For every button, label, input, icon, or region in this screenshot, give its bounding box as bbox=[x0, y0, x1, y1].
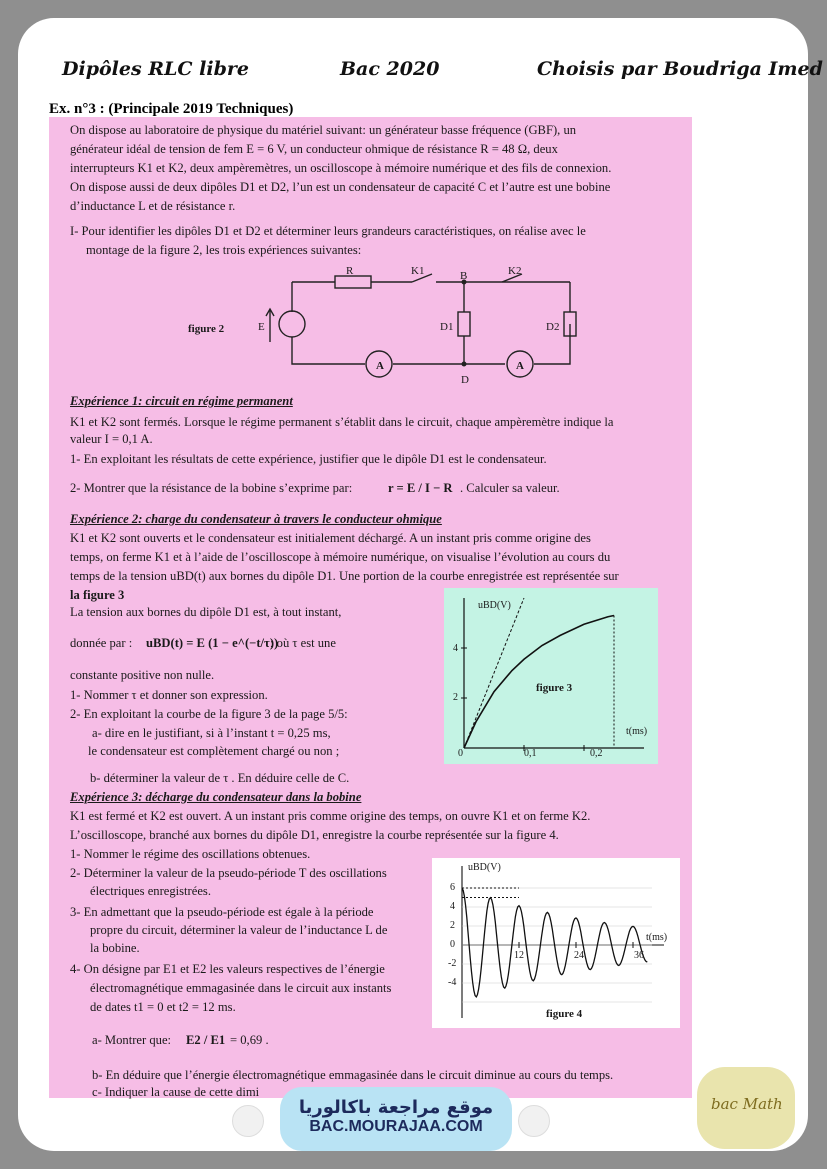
footer-arabic: موقع مراجعة باكالوريا bbox=[298, 1097, 494, 1118]
figure4-chart bbox=[432, 858, 680, 1028]
tangent-line bbox=[464, 598, 524, 748]
exp2-q2a-2: le condensateur est complètement chargé ou non ; bbox=[88, 744, 340, 758]
fig4-ytick: -2 bbox=[448, 958, 457, 969]
fig4-label: figure 4 bbox=[546, 1008, 583, 1020]
exp1-q2-end: . Calculer sa valeur. bbox=[460, 481, 560, 495]
exp3-q4c: c- Indiquer la cause de cette dimi bbox=[92, 1085, 260, 1099]
exp3-q4a-2: = 0,69 . bbox=[230, 1033, 269, 1047]
exp2-line: ; où τ est une bbox=[270, 636, 336, 650]
fig3-xtick: 0 bbox=[458, 748, 463, 759]
exp2-line: La tension aux bornes du dipôle D1 est, à tout instant, bbox=[70, 605, 342, 619]
exp3-q3-3: la bobine. bbox=[90, 941, 140, 955]
circuit-diagram bbox=[180, 262, 600, 384]
label-k2: K2 bbox=[508, 265, 522, 277]
exp2-line: K1 et K2 sont ouverts et le condensateur est initialement déchargé. A un instant pris comme origine des bbox=[70, 531, 591, 545]
header-left: Dipôles RLC libre bbox=[62, 58, 249, 80]
figure3-chart bbox=[444, 588, 658, 764]
header-right: Choisis par Boudriga Imed bbox=[537, 58, 823, 80]
exp3-line: L’oscilloscope, branché aux bornes du dipôle D1, enregistre la courbe représentée sur la figure 4. bbox=[70, 828, 559, 842]
exp3-ratio: E2 / E1 bbox=[186, 1033, 226, 1047]
badge-text: bac Math bbox=[711, 1095, 783, 1113]
exp2-q2a: a- dire en le justifiant, si à l’instant t = 0,25 ms, bbox=[92, 726, 331, 740]
exp3-q4a: a- Montrer que: bbox=[92, 1033, 172, 1047]
exp3-q2-2: électriques enregistrées. bbox=[90, 884, 211, 898]
fig4-ylabel: uBD(V) bbox=[468, 862, 501, 873]
exp3-q2: 2- Déterminer la valeur de la pseudo-période T des oscillations bbox=[70, 866, 387, 880]
exp3-q4: 4- On désigne par E1 et E2 les valeurs respectives de l’énergie bbox=[70, 962, 385, 976]
fig3-ytick: 2 bbox=[453, 692, 458, 703]
exp1-title: Expérience 1: circuit en régime permanent bbox=[70, 394, 293, 408]
fig4-ytick: 2 bbox=[450, 920, 455, 931]
exercise-title: Ex. n°3 : (Principale 2019 Techniques) bbox=[49, 101, 294, 117]
oscillation-curve bbox=[462, 888, 647, 997]
ammeter-label: A bbox=[376, 360, 384, 372]
ammeter-label: A bbox=[516, 360, 524, 372]
intro-line: interrupteurs K1 et K2, deux ampèremètres, un oscilloscope à mémoire numérique et des fils de connexion. bbox=[70, 161, 612, 175]
exp1-q1: 1- En exploitant les résultats de cette expérience, justifier que le dipôle D1 est le condensateur. bbox=[70, 452, 547, 466]
exp3-q1: 1- Nommer le régime des oscillations obtenues. bbox=[70, 847, 311, 861]
fig4-ytick: 0 bbox=[450, 939, 455, 950]
dipole-d1 bbox=[458, 312, 470, 336]
fig4-xtick: 24 bbox=[574, 950, 584, 961]
label-d1: D1 bbox=[440, 321, 454, 333]
label-k1: K1 bbox=[411, 265, 425, 277]
fig3-ytick: 4 bbox=[453, 643, 458, 654]
bac-math-badge bbox=[697, 1067, 795, 1149]
label-d2: D2 bbox=[546, 321, 560, 333]
intro-line: générateur idéal de tension de fem E = 6 V, un conducteur ohmique de résistance R = 48 Ω, deux bbox=[70, 142, 558, 156]
exp2-line: temps de la tension uBD(t) aux bornes du dipôle D1. Une portion de la courbe enregistrée est représentée sur bbox=[70, 569, 619, 583]
exp3-line: K1 est fermé et K2 est ouvert. A un instant pris comme origine des temps, on ouvre K1 et on ferme K2. bbox=[70, 809, 591, 823]
exp3-q4b: b- En déduire que l’énergie électromagnétique emmagasinée dans le circuit diminue au cours du temps. bbox=[92, 1068, 614, 1082]
exp3-q4-3: de dates t1 = 0 et t2 = 12 ms. bbox=[90, 1000, 236, 1014]
exp1-formula: r = E / I − R bbox=[388, 481, 453, 495]
label-e: E bbox=[258, 321, 265, 333]
fig4-xlabel: t(ms) bbox=[646, 932, 668, 943]
exp2-line: constante positive non nulle. bbox=[70, 668, 215, 682]
fig4-ytick: -4 bbox=[448, 977, 457, 988]
figure2-label: figure 2 bbox=[188, 323, 225, 335]
fig3-xtick: 0,1 bbox=[524, 748, 537, 759]
exp3-q3: 3- En admettant que la pseudo-période est égale à la période bbox=[70, 905, 374, 919]
exp2-q2b: b- déterminer la valeur de τ . En déduire celle de C. bbox=[90, 771, 350, 785]
fig4-ytick: 6 bbox=[450, 882, 455, 893]
fig3-xtick: 0,2 bbox=[590, 748, 603, 759]
fig3-label: figure 3 bbox=[536, 682, 573, 694]
footer-site-link[interactable]: BAC.MOURAJAA.COM bbox=[309, 1118, 483, 1135]
footer-banner[interactable] bbox=[280, 1087, 512, 1151]
header-center: Bac 2020 bbox=[340, 58, 440, 80]
fig3-xlabel: t(ms) bbox=[626, 726, 648, 737]
part-I-line: I- Pour identifier les dipôles D1 et D2 et déterminer leurs grandeurs caractéristiques, on réalise avec le bbox=[70, 224, 586, 238]
logo-right bbox=[518, 1105, 550, 1137]
figure4-svg bbox=[432, 858, 680, 1028]
exp2-formula: uBD(t) = E (1 − e^(−t/τ)) bbox=[146, 636, 279, 650]
label-r: R bbox=[346, 265, 354, 277]
fig4-xtick: 12 bbox=[514, 950, 524, 961]
intro-line: On dispose au laboratoire de physique du matériel suivant: un générateur basse fréquence (GBF), un bbox=[70, 123, 577, 137]
exp3-title: Expérience 3: décharge du condensateur dans la bobine bbox=[70, 790, 362, 804]
exp2-title: Expérience 2: charge du condensateur à travers le conducteur ohmique bbox=[70, 512, 442, 526]
part-I-line: montage de la figure 2, les trois expériences suivantes: bbox=[86, 243, 362, 257]
fig4-ytick: 4 bbox=[450, 901, 455, 912]
exp1-line: K1 et K2 sont fermés. Lorsque le régime permanent s’établit dans le circuit, chaque ampèremètre indique la bbox=[70, 415, 614, 429]
exp3-q3-2: propre du circuit, déterminer la valeur de l’inductance L de bbox=[90, 923, 388, 937]
intro-line: On dispose aussi de deux dipôles D1 et D2, l’un est un condensateur de capacité C et l’autre est une bobine bbox=[70, 180, 611, 194]
exp2-line: la figure 3 bbox=[70, 588, 125, 602]
label-d: D bbox=[461, 374, 469, 386]
fig4-xtick: 36 bbox=[634, 950, 644, 961]
fig3-ylabel: uBD(V) bbox=[478, 600, 511, 611]
exp1-q2: 2- Montrer que la résistance de la bobine s’exprime par: bbox=[70, 481, 353, 495]
intro-line: d’inductance L et de résistance r. bbox=[70, 199, 236, 213]
generator-e bbox=[279, 311, 305, 337]
exp3-q4-2: électromagnétique emmagasinée dans le circuit aux instants bbox=[90, 981, 392, 995]
exp2-q1: 1- Nommer τ et donner son expression. bbox=[70, 688, 268, 702]
exp1-line: valeur I = 0,1 A. bbox=[70, 432, 153, 446]
exp2-line: temps, on ferme K1 et à l’aide de l’oscilloscope à mémoire numérique, on visualise l’évolution au cours du bbox=[70, 550, 611, 564]
logo-left bbox=[232, 1105, 264, 1137]
label-b: B bbox=[460, 270, 468, 282]
exp2-line: donnée par : bbox=[70, 636, 133, 650]
exp2-q2: 2- En exploitant la courbe de la figure 3 de la page 5/5: bbox=[70, 707, 348, 721]
